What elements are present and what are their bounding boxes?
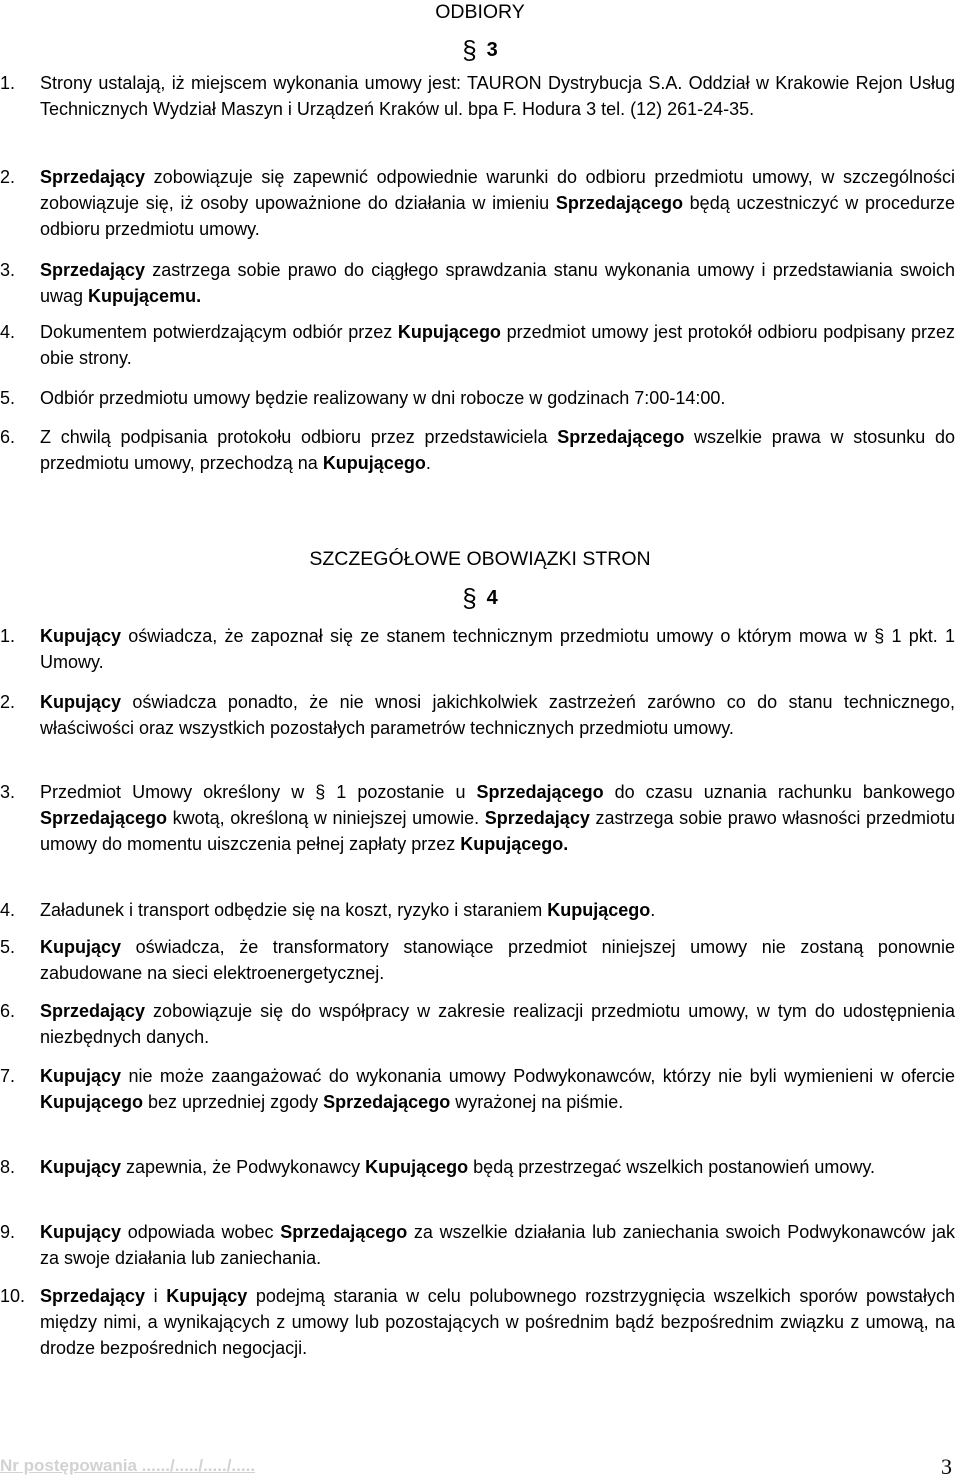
item-text bbox=[40, 164, 955, 242]
paragraph-number-3 bbox=[0, 35, 960, 65]
text-segment: i bbox=[145, 1286, 167, 1306]
text-segment: kwotą, określoną w niniejszej umowie. bbox=[167, 808, 485, 828]
text-segment: do czasu uznania rachunku bankowego bbox=[603, 782, 955, 802]
text-segment: nie może zaangażować do wykonania umowy Podwykonawców, którzy nie byli wymienieni w ofercie bbox=[121, 1066, 955, 1086]
item-text bbox=[40, 1154, 955, 1180]
party-name: Sprzedającego bbox=[280, 1222, 408, 1242]
paragraph-symbol: § bbox=[462, 583, 477, 613]
text-segment: odpowiada wobec bbox=[121, 1222, 281, 1242]
item-text bbox=[40, 1063, 955, 1115]
section-heading-odbiory: ODBIORY bbox=[435, 1, 525, 23]
item-number: 9. bbox=[0, 1222, 16, 1242]
text-segment: oświadcza, że zapoznał się ze stanem technicznym przedmiotu umowy o którym mowa w § 1 pkt. 1 Umowy. bbox=[40, 626, 955, 672]
list-item bbox=[0, 689, 955, 741]
list-item bbox=[0, 424, 955, 476]
party-name: Kupujący bbox=[40, 1222, 122, 1242]
text-segment: wszelkie prawa w stosunku do przedmiotu umowy, przechodzą na bbox=[40, 427, 955, 473]
text-segment: . bbox=[650, 900, 656, 920]
item-text bbox=[40, 998, 955, 1050]
paragraph-number: 4 bbox=[486, 587, 498, 609]
list-item bbox=[0, 164, 955, 242]
list-item bbox=[0, 319, 955, 371]
item-text bbox=[40, 385, 955, 411]
item-number: 5. bbox=[0, 388, 16, 408]
party-name: Sprzedający bbox=[40, 1001, 146, 1021]
party-name: Kupujący bbox=[40, 937, 122, 957]
party-name: Kupujący bbox=[40, 1157, 122, 1177]
page-number: 3 bbox=[941, 1454, 952, 1479]
paragraph-number-4 bbox=[0, 583, 960, 613]
item-text bbox=[40, 1219, 955, 1271]
text-segment: będą uczestniczyć w procedurze odbioru przedmiotu umowy. bbox=[40, 193, 955, 239]
list-item bbox=[0, 998, 955, 1050]
party-name: Sprzedający bbox=[40, 260, 146, 280]
party-name: Kupującego bbox=[40, 1092, 144, 1112]
list-item bbox=[0, 934, 955, 986]
party-name: Kupującego bbox=[397, 322, 501, 342]
party-name: Kupujący bbox=[40, 692, 122, 712]
text-segment: zastrzega sobie prawo własności przedmiotu umowy do momentu uiszczenia pełnej zapłaty przez bbox=[40, 808, 956, 854]
party-name: Sprzedającego bbox=[555, 193, 683, 213]
party-name: Kupującemu. bbox=[88, 286, 202, 306]
text-segment: podejmą starania w celu polubownego rozstrzygnięcia wszelkich sporów powstałych między nimi, a wynikających z umowy lub pozostających w pośrednim bądź bezpośrednim związku z umową, na drodze bezpośrednich negocjacji. bbox=[40, 1286, 955, 1358]
item-text bbox=[40, 897, 955, 923]
list-item bbox=[0, 779, 955, 857]
item-number: 10. bbox=[0, 1286, 26, 1306]
paragraph-symbol: § bbox=[462, 35, 477, 65]
party-name: Kupującego bbox=[322, 453, 426, 473]
item-number: 4. bbox=[0, 900, 16, 920]
item-number: 3. bbox=[0, 782, 16, 802]
item-text bbox=[40, 689, 955, 741]
item-number: 8. bbox=[0, 1157, 16, 1177]
text-segment: . bbox=[425, 453, 431, 473]
text-segment: Strony ustalają, iż miejscem wykonania umowy jest: TAURON Dystrybucja S.A. Oddział w Krakowie Rejon Usług Technicznych Wydział Maszyn i Urządzeń Kraków ul. bpa F. Hodura 3 tel. (12) 261-24-35. bbox=[40, 73, 955, 119]
party-name: Kupującego bbox=[365, 1157, 469, 1177]
text-segment: Odbiór przedmiotu umowy będzie realizowany w dni robocze w godzinach 7:00-14:00. bbox=[40, 388, 726, 408]
list-item bbox=[0, 1219, 955, 1271]
party-name: Sprzedającego bbox=[476, 782, 604, 802]
party-name: Sprzedający bbox=[40, 167, 146, 187]
party-name: Sprzedającego bbox=[40, 808, 168, 828]
item-text bbox=[40, 319, 955, 371]
list-item bbox=[0, 1283, 955, 1361]
list-item bbox=[0, 623, 955, 675]
party-name: Kupującego. bbox=[460, 834, 569, 854]
item-text bbox=[40, 257, 955, 309]
section-heading-obowiazki: SZCZEGÓŁOWE OBOWIĄZKI STRON bbox=[309, 548, 651, 570]
item-number: 3. bbox=[0, 260, 16, 280]
item-text bbox=[40, 779, 955, 857]
party-name: Sprzedającego bbox=[557, 427, 685, 447]
text-segment: zapewnia, że Podwykonawcy bbox=[121, 1157, 366, 1177]
item-number: 6. bbox=[0, 1001, 16, 1021]
list-item bbox=[0, 1063, 955, 1115]
text-segment: Z chwilą podpisania protokołu odbioru przez przedstawiciela bbox=[40, 427, 558, 447]
item-number: 1. bbox=[0, 73, 16, 93]
list-item bbox=[0, 70, 955, 122]
text-segment: oświadcza ponadto, że nie wnosi jakichkolwiek zastrzeżeń zarówno co do stanu technicznego, właściwości oraz wszystkich pozostałych parametrów technicznych przedmiotu umowy. bbox=[40, 692, 955, 738]
list-item bbox=[0, 897, 955, 923]
item-number: 2. bbox=[0, 692, 16, 712]
item-number: 2. bbox=[0, 167, 16, 187]
paragraph-number: 3 bbox=[486, 39, 498, 61]
party-name: Kupującego bbox=[547, 900, 651, 920]
list-item bbox=[0, 1154, 955, 1180]
text-segment: oświadcza, że transformatory stanowiące przedmiot niniejszej umowy nie zostaną ponownie zabudowane na sieci elektroenergetycznej. bbox=[40, 937, 955, 983]
party-name: Kupujący bbox=[40, 626, 122, 646]
party-name: Sprzedający bbox=[40, 1286, 146, 1306]
text-segment: Załadunek i transport odbędzie się na koszt, ryzyko i staraniem bbox=[40, 900, 548, 920]
item-number: 7. bbox=[0, 1066, 16, 1086]
item-text bbox=[40, 1283, 955, 1361]
item-text bbox=[40, 623, 955, 675]
item-number: 5. bbox=[0, 937, 16, 957]
item-text bbox=[40, 70, 955, 122]
text-segment: wyrażonej na piśmie. bbox=[450, 1092, 624, 1112]
item-number: 6. bbox=[0, 427, 16, 447]
text-segment: Dokumentem potwierdzającym odbiór przez bbox=[40, 322, 398, 342]
item-number: 1. bbox=[0, 626, 16, 646]
party-name: Sprzedający bbox=[484, 808, 590, 828]
item-number: 4. bbox=[0, 322, 16, 342]
text-segment: Przedmiot Umowy określony w § 1 pozostanie u bbox=[40, 782, 477, 802]
party-name: Kupujący bbox=[166, 1286, 248, 1306]
text-segment: zobowiązuje się do współpracy w zakresie realizacji przedmiotu umowy, w tym do udostępnienia niezbędnych danych. bbox=[40, 1001, 955, 1047]
item-text bbox=[40, 934, 955, 986]
text-segment: zastrzega sobie prawo do ciągłego sprawdzania stanu wykonania umowy i przedstawiania swoich uwag bbox=[40, 260, 955, 306]
party-name: Kupujący bbox=[40, 1066, 122, 1086]
text-segment: przedmiot umowy jest protokół odbioru podpisany przez obie strony. bbox=[40, 322, 955, 368]
party-name: Sprzedającego bbox=[323, 1092, 451, 1112]
text-segment: będą przestrzegać wszelkich postanowień umowy. bbox=[468, 1157, 876, 1177]
list-item bbox=[0, 385, 955, 411]
item-text bbox=[40, 424, 955, 476]
text-segment: za wszelkie działania lub zaniechania swoich Podwykonawców jak za swoje działania lub zaniechania. bbox=[40, 1222, 956, 1268]
tender-number-label: Nr postępowania ....../...../...../..... bbox=[0, 1456, 256, 1475]
text-segment: zobowiązuje się zapewnić odpowiednie warunki do odbioru przedmiotu umowy, w szczególności zobowiązuje się, iż osoby upoważnione do działania w imieniu bbox=[40, 167, 955, 213]
list-item bbox=[0, 257, 955, 309]
text-segment: bez uprzedniej zgody bbox=[143, 1092, 324, 1112]
